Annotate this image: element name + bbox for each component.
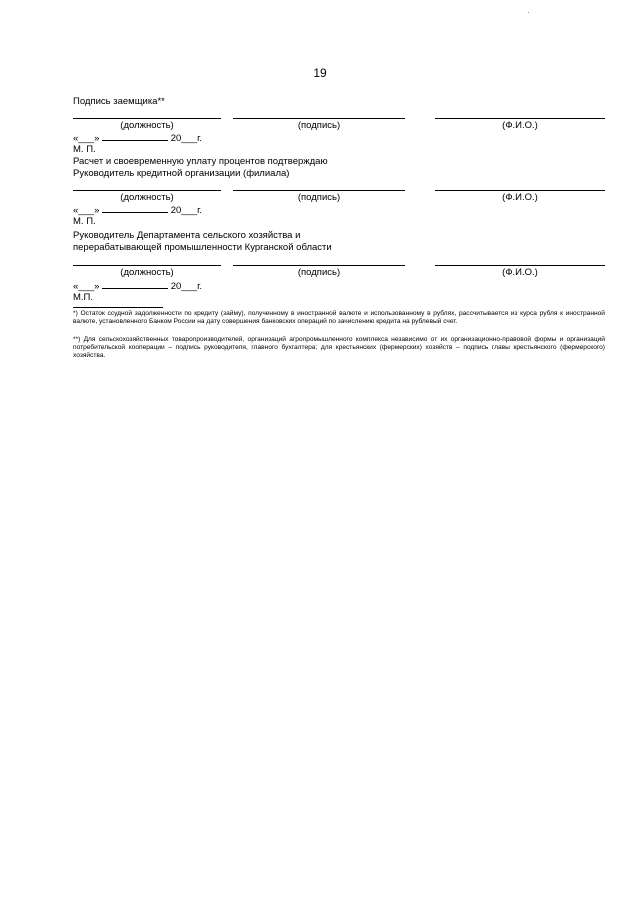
date-year: 20___г.: [170, 133, 203, 144]
position-field: [73, 190, 221, 203]
borrower-signature-label: Подпись заемщика**: [73, 96, 165, 107]
signature-field: [233, 190, 405, 203]
name-field: [435, 265, 605, 278]
department-stamp: М.П.: [73, 292, 94, 303]
date-month-blank: [102, 132, 168, 141]
department-head-line1: Руководитель Департамента сельского хозяйства и: [73, 230, 301, 241]
date-month-blank: [102, 204, 168, 213]
position-caption: (должность): [120, 267, 174, 278]
date-month-blank: [102, 280, 168, 289]
credit-org-confirmation: Расчет и своевременную уплату процентов подтверждаю: [73, 156, 328, 167]
signature-field: [233, 118, 405, 131]
credit-org-stamp: М. П.: [73, 216, 96, 227]
credit-org-signature-row: [73, 190, 605, 204]
name-caption: (Ф.И.О.): [502, 267, 538, 278]
name-caption: (Ф.И.О.): [502, 120, 538, 131]
credit-org-date-line: [73, 204, 202, 216]
date-year: 20___г.: [170, 281, 203, 292]
borrower-signature-row: [73, 118, 605, 132]
borrower-date-line: [73, 132, 202, 144]
scan-speck: [528, 12, 529, 13]
department-signature-row: [73, 265, 605, 279]
position-caption: (должность): [120, 120, 174, 131]
date-day: «___»: [73, 281, 100, 292]
name-caption: (Ф.И.О.): [502, 192, 538, 203]
signature-caption: (подпись): [297, 267, 341, 278]
date-day: «___»: [73, 133, 100, 144]
position-field: [73, 265, 221, 278]
date-year: 20___г.: [170, 205, 203, 216]
position-field: [73, 118, 221, 131]
department-head-line2: перерабатывающей промышленности Курганской области: [73, 242, 332, 253]
signature-caption: (подпись): [297, 120, 341, 131]
credit-org-head: Руководитель кредитной организации (филиала): [73, 168, 290, 179]
footnote-1: *) Остаток ссудной задолженности по кредиту (займу), полученному в иностранной валюте и использованному в рублях, рассчитывается из курса рубля к иностранной валюте, установленного Банком России на дату совершения банковских операций по зачислению кредита на рублевый счет.: [73, 310, 605, 326]
date-day: «___»: [73, 205, 100, 216]
borrower-stamp: М. П.: [73, 144, 96, 155]
signature-field: [233, 265, 405, 278]
name-field: [435, 190, 605, 203]
footnote-2: **) Для сельскохозяйственных товаропроизводителей, организаций агропромышленного комплекса независимо от их организационно-правовой формы и организаций потребительской кооперации – подпись руководителя, главного бухгалтера; для крестьянских (фермерских) хозяйств – подпись главы крестьянского (фермерского) хозяйства.: [73, 336, 605, 360]
department-date-line: [73, 280, 202, 292]
position-caption: (должность): [120, 192, 174, 203]
signature-caption: (подпись): [297, 192, 341, 203]
name-field: [435, 118, 605, 131]
page-number: 19: [313, 66, 327, 80]
footnote-separator: [73, 307, 163, 308]
